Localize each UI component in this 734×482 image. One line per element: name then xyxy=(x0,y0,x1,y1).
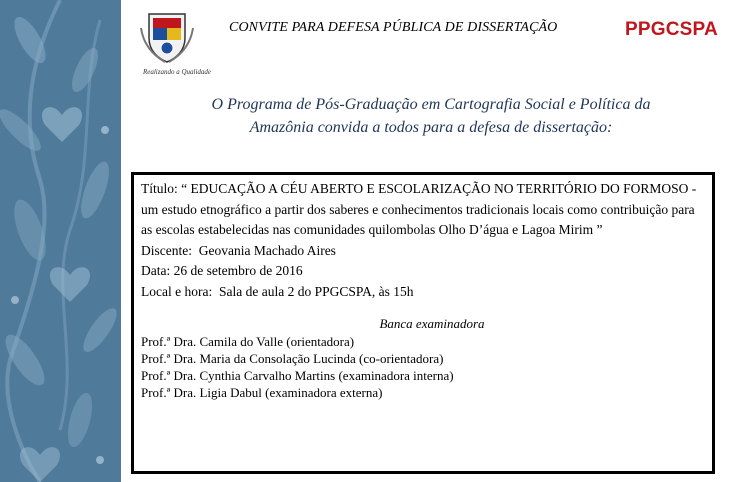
date-line xyxy=(141,261,707,282)
date-value: 26 de setembro de 2016 xyxy=(173,263,303,278)
university-seal-icon xyxy=(131,8,212,76)
intro-line-2: Amazônia convida a todos para a defesa de dissertação: xyxy=(249,119,613,136)
title-text: “ EDUCAÇÃO A CÉU ABERTO E ESCOLARIZAÇÃO NO TERRITÓRIO DO FORMOSO - um estudo etnográfico a partir dos saberes e conhecimentos tradicionais locais como contribuição para as escolas estabelecidas nas comunidades quilombolas Olho D’água e Lagoa Mirim ” xyxy=(141,181,697,237)
floral-pattern xyxy=(0,0,121,482)
decorative-sidebar xyxy=(0,0,121,482)
location-label: Local e hora: xyxy=(141,283,213,299)
committee-member: Prof.ª Dra. Maria da Consolação Lucinda (co-orientadora) xyxy=(141,351,444,366)
logo-caption: Realizando a Qualidade xyxy=(142,68,212,76)
title-label: Título: xyxy=(141,181,178,196)
details-content xyxy=(141,179,707,401)
details-box xyxy=(131,172,715,474)
committee-member: Prof.ª Dra. Ligia Dabul (examinadora externa) xyxy=(141,385,383,400)
discente-value: Geovania Machado Aires xyxy=(198,242,336,258)
date-label: Data: xyxy=(141,263,171,278)
location-value: Sala de aula 2 do PPGCSPA, às 15h xyxy=(218,283,414,299)
intro-line-1: O Programa de Pós-Graduação em Cartografia Social e Política da xyxy=(211,96,651,113)
discente-label: Discente: xyxy=(141,242,192,258)
committee-heading: Banca examinadora xyxy=(379,316,485,331)
brand-logo: PPGCSPA xyxy=(625,19,718,40)
discente-line xyxy=(141,241,707,262)
committee-member: Prof.ª Dra. Cynthia Carvalho Martins (examinadora interna) xyxy=(141,368,454,383)
committee-member: Prof.ª Dra. Camila do Valle (orientadora) xyxy=(141,334,355,349)
dissertation-title xyxy=(141,179,707,241)
intro-text xyxy=(141,93,721,139)
invitation-panel xyxy=(121,0,734,482)
page-title: CONVITE PARA DEFESA PÚBLICA DE DISSERTAÇÃO xyxy=(229,20,558,35)
location-line xyxy=(141,282,707,303)
